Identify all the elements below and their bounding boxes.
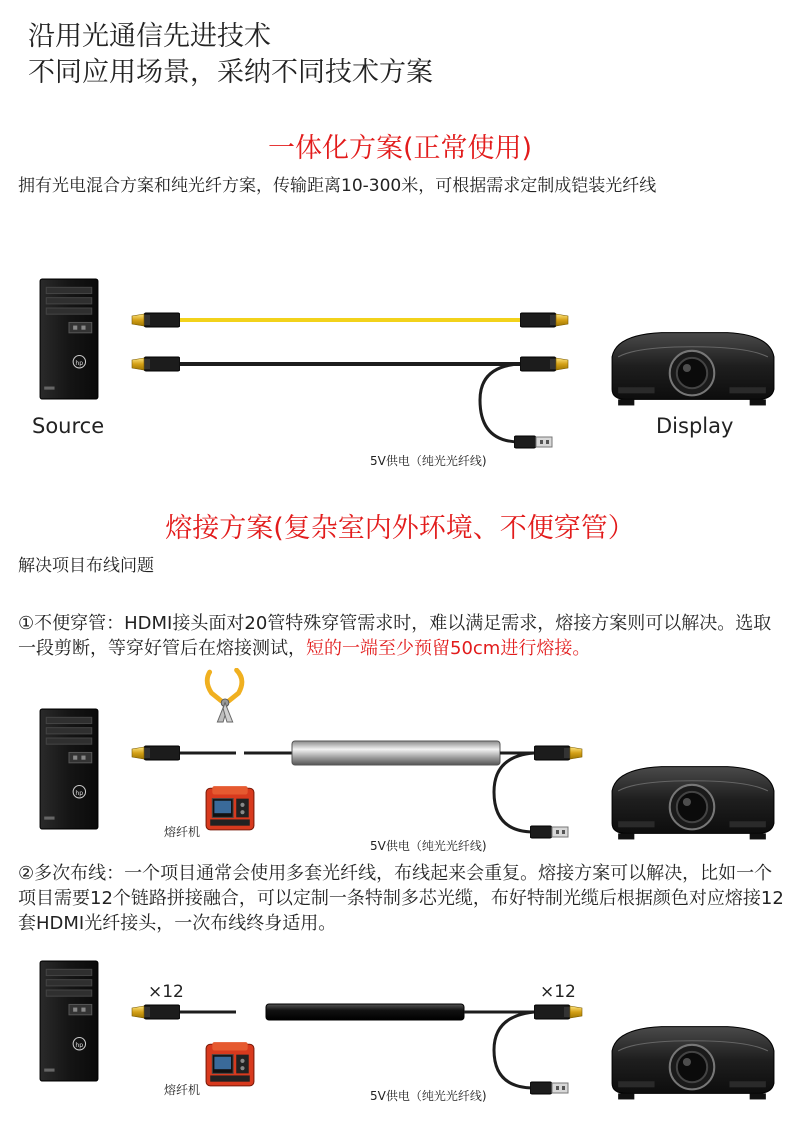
power-caption: 5V供电（纯光光纤线) [370,1089,487,1103]
section1-title: 一体化方案(正常使用) [267,133,533,164]
power-caption: 5V供电（纯光光纤线) [370,839,487,853]
projector-icon [612,767,774,840]
section3-diagram [0,950,800,1132]
section2-diagram [0,664,800,854]
hdmi-plug-icon [132,1005,180,1019]
quantity-right: ×12 [540,982,576,1002]
projector-icon [612,1027,774,1100]
wire-cutter-icon [207,670,242,722]
hdmi-plug-icon [132,746,180,760]
usb-plug-icon [530,1082,568,1094]
power-caption: 5V供电（纯光光纤线) [370,454,487,468]
display-label: Display [656,414,734,438]
hdmi-plug-icon [534,1005,582,1019]
section2-paragraph-2: ②多次布线：一个项目通常会使用多套光纤线，布线起来会重复。熔接方案可以解决，比如一个项目需要12个链路拼接融合，可以定制一条特制多芯光缆，布好特制光缆后根据颜色对应熔接12套HDMI光纤接头，一次布线终身适用。 [18,863,784,934]
fusion-splicer-icon [206,786,254,830]
pc-tower-icon [40,279,98,399]
hdmi-plug-icon [534,746,582,760]
usb-plug-icon [530,826,568,838]
splicer-caption: 熔纤机 [164,1083,201,1097]
hdmi-plug-icon [520,357,568,371]
paragraph-1-highlight: 短的一端至少预留50cm进行熔接。 [306,638,591,659]
usb-plug-icon [514,436,552,448]
section2-subtitle: 解决项目布线问题 [18,556,154,576]
fusion-splicer-icon [206,1042,254,1086]
hdmi-plug-icon [520,313,568,327]
splicer-caption: 熔纤机 [164,825,201,839]
section1-description: 拥有光电混合方案和纯光纤方案，传输距离10-300米，可根据需求定制成铠装光纤线 [18,176,657,196]
section2-paragraph-1 [18,611,788,661]
hdmi-plug-icon [132,313,180,327]
section2-title: 熔接方案(复杂室内外环境、不便穿管） [165,513,635,544]
pc-tower-icon [40,961,98,1081]
quantity-left: ×12 [148,982,184,1002]
pc-tower-icon [40,709,98,829]
header-line-2: 不同应用场景，采纳不同技术方案 [28,57,433,88]
paragraph-1-main: ①不便穿管：HDMI接头面对20管特殊穿管需求时，难以满足需求，熔接方案则可以解决。选取一段剪断，等穿好管后在熔接测试， [18,613,772,659]
header-line-1: 沿用光通信先进技术 [28,21,271,52]
section1-diagram [0,260,800,470]
source-label: Source [32,414,105,438]
hdmi-plug-icon [132,357,180,371]
projector-icon [612,333,774,406]
